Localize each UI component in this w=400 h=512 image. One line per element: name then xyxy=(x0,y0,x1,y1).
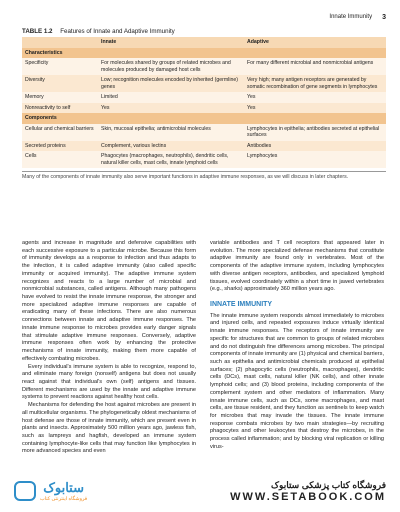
innate-cell: Complement, various lectins xyxy=(98,141,244,152)
page-number: 3 xyxy=(382,13,386,21)
table-footnote: Many of the components of innate immunity also serve important functions in adaptive immune responses, as we will discuss in later chapters. xyxy=(22,171,386,180)
body-paragraph: agents and increase in magnitude and defensive capabilities with each successive exposure to a particular microbe. Because this form of immunity develops as a response to infection and thus adapts to the infection, it is called adaptive immunity (also called specific immunity or acquired immunity). The adaptive immune system recognizes and reacts to a large number of microbial and nonmicrobial substances, called antigens. Although many pathogens have evolved to resist the innate immune response, the stronger and more specialized adaptive immune responses are capable of eradicating many of these infections. There are also numerous connections between innate and adaptive immune responses. The innate immune response to microbes provides early danger signals that stimulate adaptive immune responses. Conversely, adaptive immune responses often work by enhancing the protective mechanisms of innate immunity, making them more capable of effectively combating microbes. xyxy=(22,240,196,362)
setabook-logo xyxy=(14,480,87,502)
row-label: Specificity xyxy=(22,58,98,75)
logo-mark-icon xyxy=(14,481,36,501)
table-row xyxy=(22,92,386,103)
adaptive-cell: Very high; many antigen receptors are generated by somatic recombination of gene segments in lymphocytes xyxy=(244,75,386,92)
site-url: WWW.SETABOOK.COM xyxy=(230,490,386,503)
table-caption xyxy=(22,28,386,35)
row-label: Diversity xyxy=(22,75,98,92)
table-header-cell xyxy=(22,37,98,48)
running-title: Innate Immunity xyxy=(329,14,373,20)
row-label: Cellular and chemical barriers xyxy=(22,124,98,141)
table-label: TABLE 1.2 xyxy=(22,28,53,35)
features-table xyxy=(22,37,386,168)
section-title: Characteristics xyxy=(22,48,386,59)
table-section-row xyxy=(22,48,386,59)
innate-cell: Low; recognition molecules encoded by inherited (germline) genes xyxy=(98,75,244,92)
body-paragraph: Mechanisms for defending the host against microbes are present in all multicellular organisms. The phylogenetically oldest mechanisms of host defense are those of innate immunity, which are present even in plants and insects. Approximately 500 million years ago, jawless fish, such as lampreys and hagfish, developed an immune system containing lymphocyte-like cells that may function like lymphocytes in more advanced species and even xyxy=(22,402,196,455)
row-label: Secreted proteins xyxy=(22,141,98,152)
table-row xyxy=(22,151,386,168)
table-title: Features of Innate and Adaptive Immunity xyxy=(60,28,175,35)
body-column-right xyxy=(210,240,384,452)
table-header-row xyxy=(22,37,386,48)
table-row xyxy=(22,103,386,114)
table-row xyxy=(22,58,386,75)
body-column-left xyxy=(22,240,196,456)
table-row xyxy=(22,75,386,92)
table-row xyxy=(22,124,386,141)
section-title: Components xyxy=(22,113,386,124)
running-header xyxy=(14,10,386,24)
innate-cell: Yes xyxy=(98,103,244,114)
table-section-row xyxy=(22,113,386,124)
innate-cell: Phagocytes (macrophages, neutrophils), dendritic cells, natural killer cells, mast cells, innate lymphoid cells xyxy=(98,151,244,168)
row-label: Memory xyxy=(22,92,98,103)
innate-cell: Limited xyxy=(98,92,244,103)
adaptive-cell: Yes xyxy=(244,103,386,114)
table-header-cell: Innate xyxy=(98,37,244,48)
body-paragraph: Every individual's immune system is able to recognize, respond to, and eliminate many foreign (nonself) antigens but does not usually react against that individual's own (self) antigens and tissues. Different mechanisms are used by the innate and adaptive immune systems to prevent reactions against healthy host cells. xyxy=(22,363,196,401)
body-paragraph: The innate immune system responds almost immediately to microbes and injured cells, and repeated exposures induce virtually identical innate immune responses. The receptors of innate immunity are specific for structures that are common to groups of related microbes and do not distinguish fine differences among microbes. The principal components of innate immunity are (1) physical and chemical barriers, such as epithelia and antimicrobial chemicals produced at epithelial surfaces; (2) phagocytic cells (neutrophils, macrophages), dendritic cells (DCs), mast cells, natural killer (NK cells), and other innate lymphoid cells; and (3) blood proteins, including components of the complement system and other mediators of inflammation. Many innate immune cells, such as DCs, some macrophages, and mast cells, are tissue resident, and they function as sentinels to keep watch for microbes that may invade the tissues. The innate immune response combats microbes by two main strategies—by recruiting phagocytes and other leukocytes that destroy the microbes, in the process called inflammation; and by blocking viral replication or killing virus- xyxy=(210,312,384,450)
shop-text: فروشگاه کتاب پزشکی ستابوک xyxy=(271,479,386,490)
adaptive-cell: For many different microbial and nonmicrobial antigens xyxy=(244,58,386,75)
body-paragraph: variable antibodies and T cell receptors that appeared later in evolution. The more specialized defense mechanisms that constitute adaptive immunity are found only in vertebrates. Most of the components of the adaptive immune system, including lymphocytes with diverse antigen receptors, antibodies, and specialized lymphoid tissues, evolved coordinately within a short time in jawed vertebrates (e.g., sharks) approximately 360 million years ago. xyxy=(210,240,384,293)
row-label: Nonreactivity to self xyxy=(22,103,98,114)
table-row xyxy=(22,141,386,152)
row-label: Cells xyxy=(22,151,98,168)
logo-text: ستابوک xyxy=(43,480,84,495)
innate-cell: Skin, mucosal epithelia; antimicrobial molecules xyxy=(98,124,244,141)
logo-subtext: فروشگاه اینترنتی کتاب xyxy=(40,496,88,502)
adaptive-cell: Lymphocytes in epithelia; antibodies secreted at epithelial surfaces xyxy=(244,124,386,141)
adaptive-cell: Lymphocytes xyxy=(244,151,386,168)
publisher-watermark xyxy=(0,470,400,512)
adaptive-cell: Yes xyxy=(244,92,386,103)
features-table-block xyxy=(22,28,386,180)
table-header-cell: Adaptive xyxy=(244,37,386,48)
section-heading: INNATE IMMUNITY xyxy=(210,301,273,309)
innate-cell: For molecules shared by groups of related microbes and molecules produced by damaged host cells xyxy=(98,58,244,75)
adaptive-cell: Antibodies xyxy=(244,141,386,152)
